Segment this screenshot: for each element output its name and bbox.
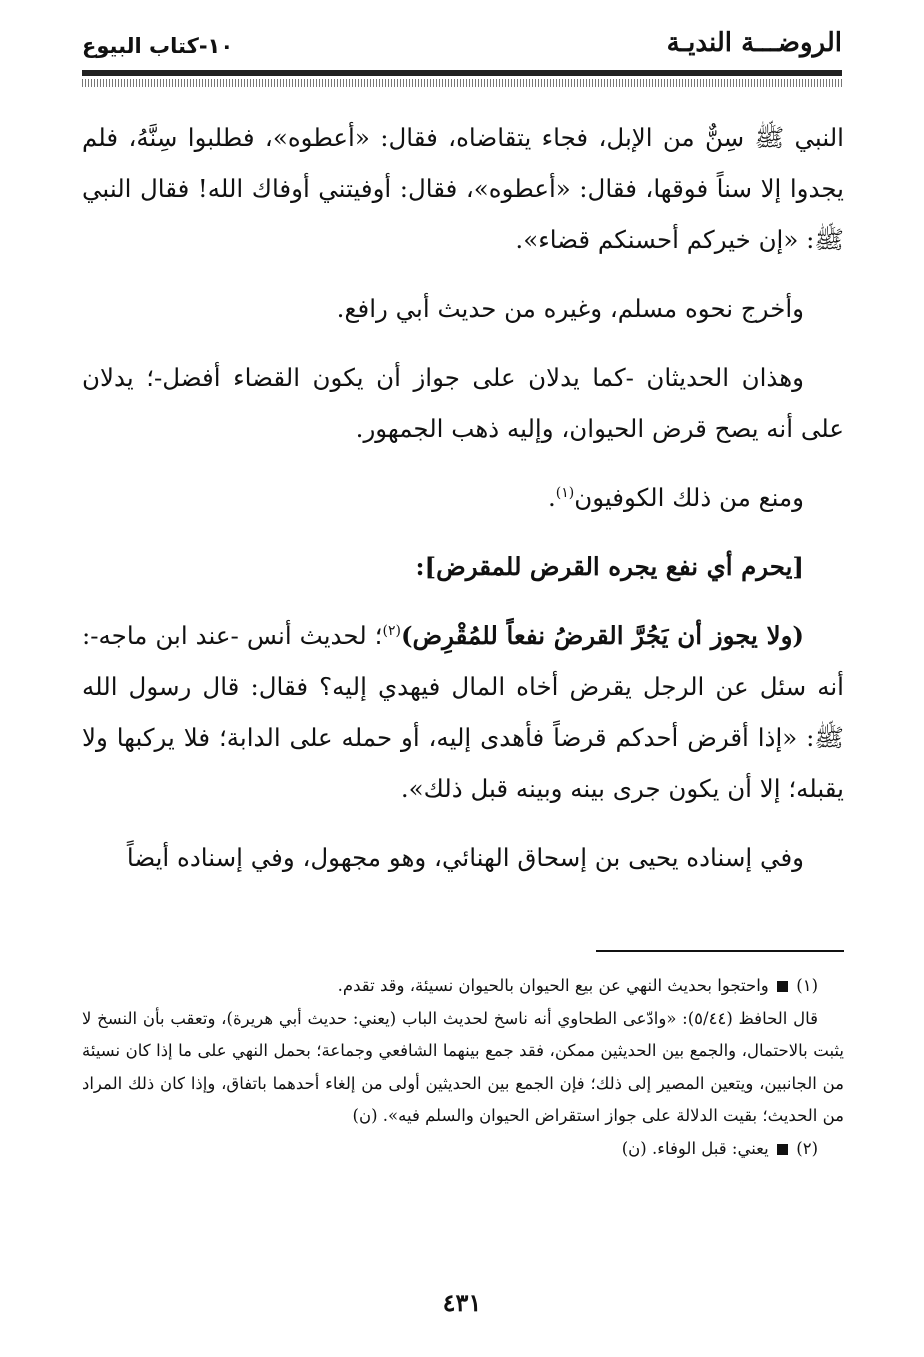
footnote-1-text: واحتجوا بحديث النهي عن بيع الحيوان بالحيوان نسيئة، وقد تقدم.: [337, 976, 769, 995]
footnote-ref-1[interactable]: (١): [555, 484, 575, 501]
footnote-1: [82, 970, 844, 1003]
paragraph-5: [82, 610, 844, 814]
footnote-rule: [596, 950, 844, 952]
footnote-1-number: (١): [796, 976, 818, 995]
footnote-2-number: (٢): [796, 1138, 818, 1158]
footnote-1-continued: قال الحافظ (٥/٤٤): «وادّعى الطحاوي أنه ناسخ لحديث الباب (يعني: حديث أبي هريرة)، وتعقب بأن النسخ لا يثبت بالاحتمال، والجمع بين الحديثين ممكن، فقد جمع بينهما الشافعي وجماعة؛ بحمل النهي على ما إذا كان نسيئة من الجانبين، ويتعين المصير إلى ذلك؛ فإن الجمع بين الحديثين أولى من إلغاء أحدهما باتفاق، وإذا كان ذلك المراد من الحديث؛ بقيت الدلالة على جواز استقراض الحيوان والسلم فيه». (ن): [82, 1008, 844, 1125]
header-rule: [82, 70, 842, 76]
footnotes: [82, 970, 844, 1165]
header-rule-dotted: [82, 79, 842, 87]
square-bullet-icon: [777, 981, 788, 992]
footnote-2: [82, 1133, 844, 1166]
paragraph-2: وأخرج نحوه مسلم، وغيره من حديث أبي رافع.: [336, 294, 804, 323]
chapter-title: ١٠-كتاب البيوع: [82, 34, 234, 58]
running-header: [82, 26, 842, 70]
paragraph-4-end: .: [547, 483, 556, 512]
square-bullet-icon: [777, 1144, 788, 1155]
footnote-ref-2[interactable]: (٢): [382, 622, 401, 639]
paragraph-1: النبي ﷺ سِنٌّ من الإبل، فجاء يتقاضاه، فقال: «أعطوه»، فطلبوا سِنَّهُ، فلم يجدوا إلا سناً فوقها، فقال: «أعطوه»، فقال: أوفيتني أوفاك الله! فقال النبي ﷺ: «إن خيركم أحسنكم قضاء».: [82, 123, 844, 254]
footnote-2-text: يعني: قبل الوفاء. (ن): [621, 1138, 769, 1158]
section-heading: [يحرم أي نفع يجره القرض للمقرض]:: [415, 552, 804, 581]
page-number: ٤٣١: [442, 1288, 482, 1317]
paragraph-6: وفي إسناده يحيى بن إسحاق الهنائي، وهو مجهول، وفي إسناده أيضاً: [126, 843, 804, 872]
book-title: الروضـــة النديـة: [666, 28, 842, 58]
paragraph-3: وهذان الحديثان -كما يدلان على جواز أن يكون القضاء أفضل-؛ يدلان على أنه يصح قرض الحيوان، وإليه ذهب الجمهور.: [82, 363, 844, 443]
main-text: [82, 112, 844, 883]
paragraph-5-rest: ؛ لحديث أنس -عند ابن ماجه-: أنه سئل عن الرجل يقرض أخاه المال فيهدي إليه؟ فقال: قال رسول الله ﷺ: «إذا أقرض أحدكم قرضاً فأهدى إليه، أو حمله على الدابة؛ فلا يركبها ولا يقبله؛ إلا أن يكون جرى بينه وبينه قبل ذلك».: [82, 621, 844, 803]
paragraph-4: [82, 472, 844, 523]
paragraph-4-text: ومنع من ذلك الكوفيون: [574, 483, 804, 512]
matn-text: (ولا يجوز أن يَجُرَّ القرضُ نفعاً للمُقْرِض): [400, 621, 804, 650]
